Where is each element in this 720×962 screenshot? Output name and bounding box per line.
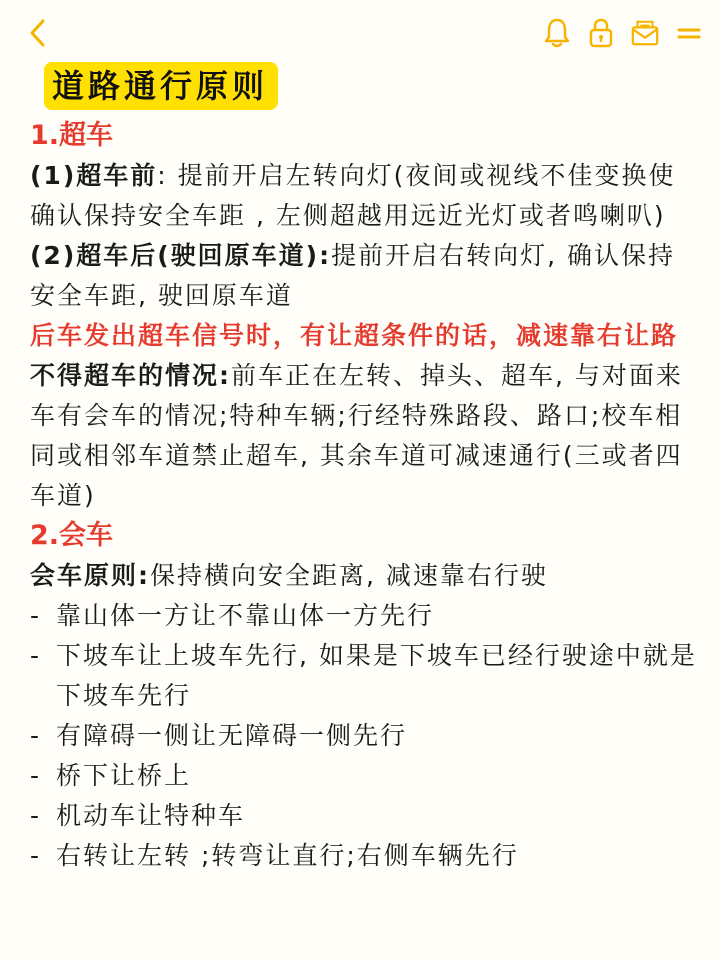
label-after-overtake: (2)超车后(驶回原车道): [30, 241, 332, 270]
list-item [30, 796, 700, 836]
list-item-text: 桥下让桥上 [56, 761, 192, 790]
list-item [30, 636, 700, 716]
list-item [30, 756, 700, 796]
bullet-dash: - [30, 641, 42, 670]
bell-icon [543, 17, 571, 49]
bullet-dash: - [30, 761, 42, 790]
label-meeting-principle: 会车原则: [30, 561, 150, 590]
toolbar-icons [542, 14, 704, 52]
list-item [30, 716, 700, 756]
mail-icon [630, 18, 660, 48]
list-item-text: 右转让左转 ;转弯让直行;右侧车辆先行 [56, 841, 519, 870]
page-title: 道路通行原则 [44, 62, 278, 110]
paragraph-before-overtake [30, 156, 700, 236]
paragraph-meeting-principle [30, 556, 700, 596]
section-heading-overtake: 1.超车 [30, 120, 114, 151]
label-before-overtake: (1)超车前 [30, 161, 158, 190]
bell-button[interactable] [542, 16, 572, 50]
list-item-text: 下坡车让上坡车先行, 如果是下坡车已经行驶途中就是下坡车先行 [56, 641, 697, 710]
bullet-dash: - [30, 801, 42, 830]
list-item-text: 靠山体一方让不靠山体一方先行 [56, 601, 435, 630]
bullet-dash: - [30, 601, 42, 630]
menu-icon [677, 23, 701, 43]
text-after-overtake: 提前开启右转向灯, 确认保持安全车距, 驶回原车道 [30, 241, 676, 310]
meeting-rules-list [30, 596, 700, 876]
section-heading-meeting: 2.会车 [30, 520, 114, 551]
paragraph-no-overtake [30, 356, 700, 516]
list-item [30, 596, 700, 636]
label-no-overtake: 不得超车的情况: [30, 361, 231, 390]
list-item [30, 836, 700, 876]
lock-button[interactable] [586, 16, 616, 50]
paragraph-after-overtake [30, 236, 700, 316]
text-no-overtake: 前车正在左转、掉头、超车, 与对面来车有会车的情况;特种车辆;行经特殊路段、路口;校车相同或相邻车道禁止超车, 其余车道可减速通行(三或者四车道) [30, 361, 683, 510]
chevron-left-icon [28, 18, 46, 48]
note-content [30, 62, 700, 876]
back-button[interactable] [22, 16, 52, 50]
red-note: 后车发出超车信号时，有让超条件的话，减速靠右让路 [30, 321, 679, 350]
lock-icon [588, 17, 614, 49]
text-meeting-principle: 保持横向安全距离, 减速靠右行驶 [150, 561, 548, 590]
top-bar [0, 0, 720, 64]
mail-button[interactable] [630, 16, 660, 50]
list-item-text: 有障碍一侧让无障碍一侧先行 [56, 721, 408, 750]
menu-button[interactable] [674, 16, 704, 50]
text-before-overtake: : 提前开启左转向灯(夜间或视线不佳变换使确认保持安全车距 , 左侧超越用远近光灯或者鸣喇叭) [30, 161, 676, 230]
bullet-dash: - [30, 841, 42, 870]
list-item-text: 机动车让特种车 [56, 801, 246, 830]
title-wrap [44, 62, 700, 110]
bullet-dash: - [30, 721, 42, 750]
